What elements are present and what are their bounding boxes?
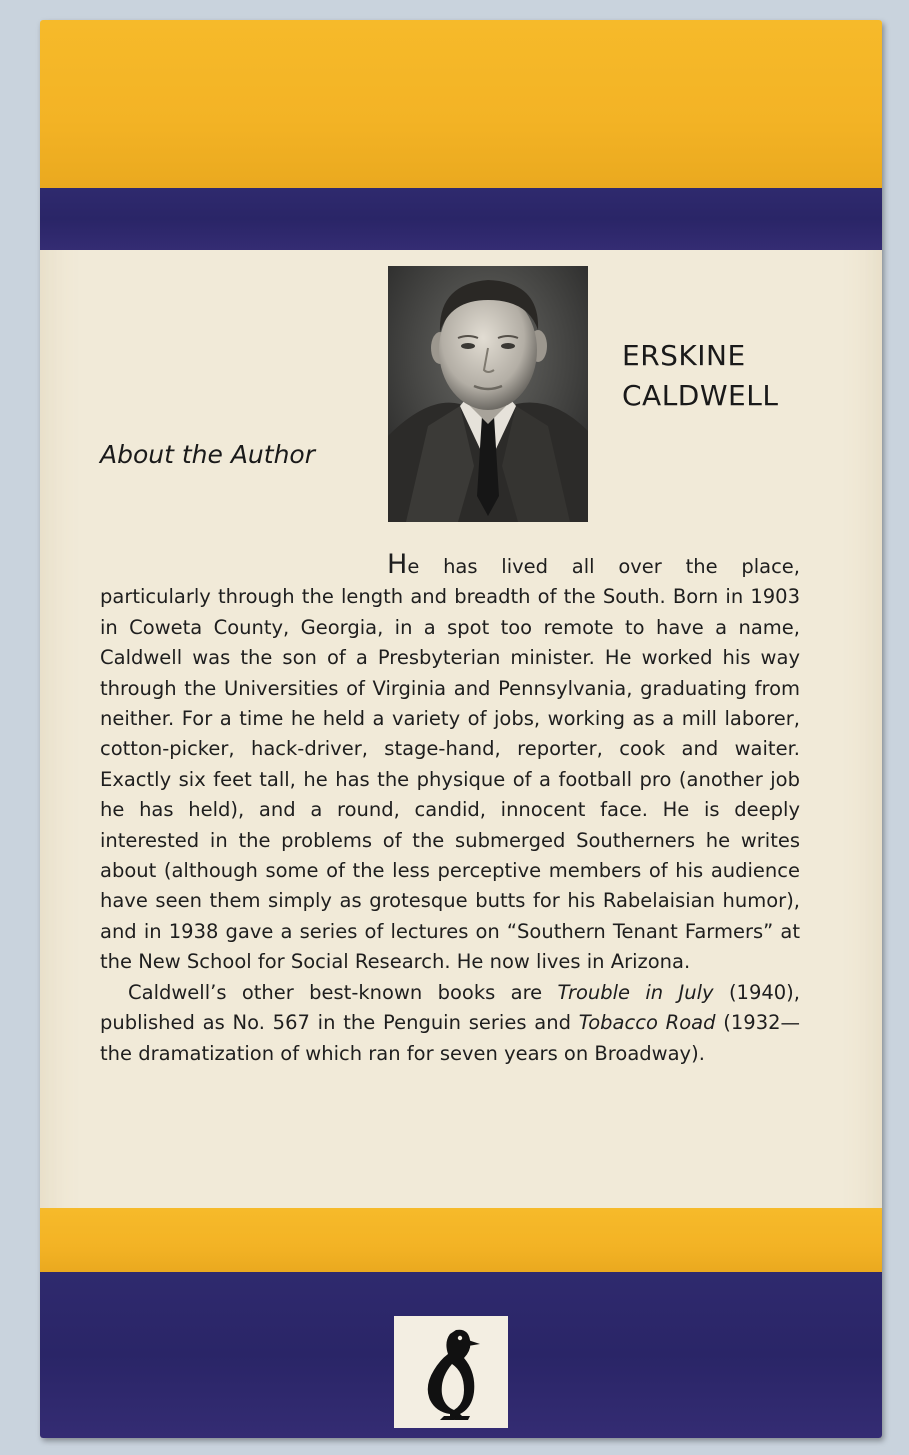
author-name [622,336,778,416]
bio-dropcap: H [387,549,408,580]
bio-paragraph-1-text: e has lived all over the place, particularly through the length and breadth of the South. Born in 1903 in Coweta County, Georgia, in a spot too remote to have a name, Caldwell was the son of a Presbyterian minister. He worked his way through the Universities of Virginia and Pennsylvania, graduating from neither. For a time he held a variety of jobs, working as a mill laborer, cotton-picker, hack-driver, stage-hand, reporter, cook and waiter. Exactly six feet tall, he has the physique of a football pro (another job he has held), and a round, candid, innocent face. He is deeply interested in the problems of the submerged Southerners he writes about (although some of the less perceptive members of his audience have seen them simply as grotesque butts for his Rabelaisian humor), and in 1938 gave a series of lectures on “Southern Tenant Farmers” at the New School for Social Research. He now lives in Arizona. [100,555,800,974]
top-purple-band [40,188,882,250]
top-yellow-band [40,20,882,188]
book-title-tobacco-road: Tobacco Road [578,1011,716,1035]
bio-paragraph-2-text-b: (1940), published as No. 567 in the Penguin series and [100,980,800,1035]
bio-paragraph-2 [100,978,800,1069]
penguin-icon [394,1316,508,1428]
penguin-logo [394,1316,508,1428]
bio-paragraph-1 [100,549,800,978]
bottom-yellow-band [40,1208,882,1272]
book-title-trouble-in-july: Trouble in July [557,980,714,1004]
bio-paragraph-2-text-a: Caldwell’s other best-known books are [128,980,558,1004]
bio-paragraph-2-text-c: (1932—the dramatization of which ran for seven years on Broadway). [100,1011,801,1065]
author-last-name: CALDWELL [622,379,779,412]
book-back-cover [40,20,882,1438]
author-bio [100,549,801,1069]
author-photo [388,266,588,522]
author-first-name: ERSKINE [622,339,746,372]
about-the-author-heading: About the Author [100,440,316,469]
